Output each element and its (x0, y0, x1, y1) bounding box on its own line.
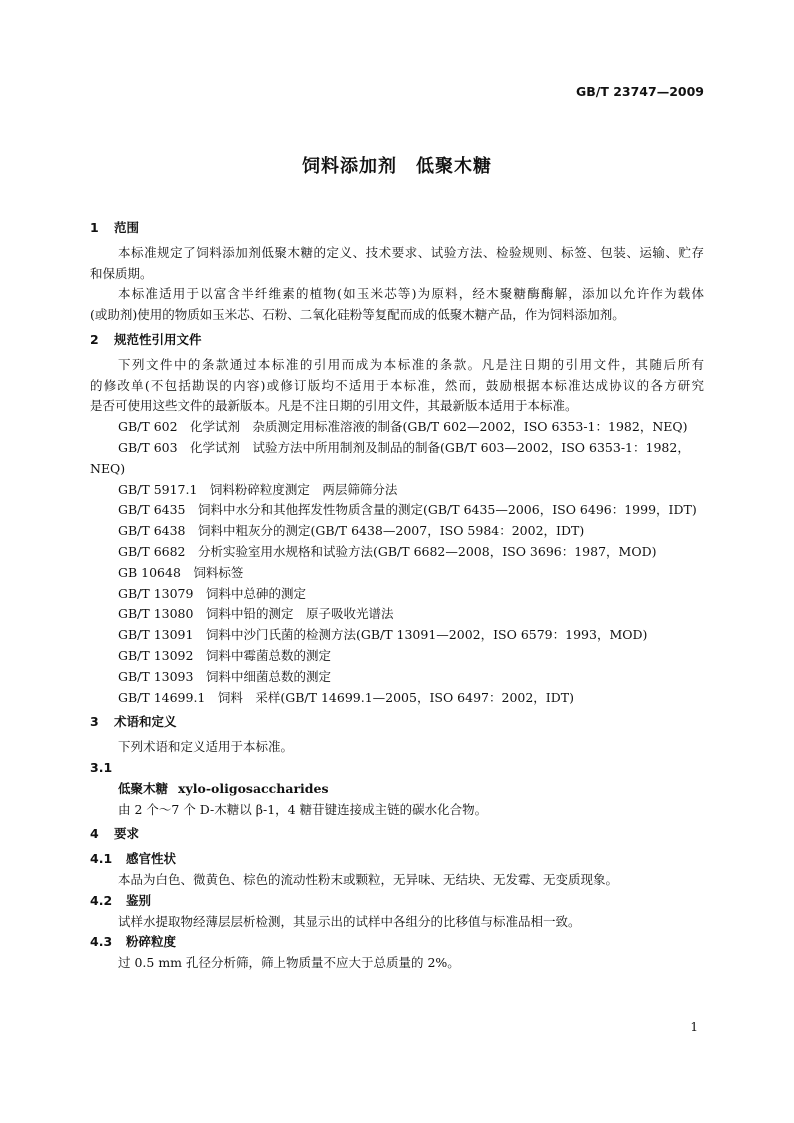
section-title: 要求 (114, 826, 140, 842)
subsection-title: 感官性状 (126, 851, 177, 867)
subsection-title: 粉碎粒度 (126, 934, 177, 950)
reference-item: GB/T 14699.1 饲料 采样(GB/T 14699.1—2005，ISO 6497：2002，IDT) (118, 689, 574, 705)
paragraph-line: 本标准规定了饲料添加剂低聚木糖的定义、技术要求、试验方法、检验规则、标签、包装、运输、贮存 (118, 244, 704, 260)
paragraph-line: 过 0.5 mm 孔径分析筛，筛上物质量不应大于总质量的 2%。 (118, 955, 460, 971)
document-title: 饲料添加剂 低聚木糖 (302, 156, 492, 177)
reference-item: GB/T 6438 饲料中粗灰分的测定(GB/T 6438—2007，ISO 5984：2002，IDT) (118, 523, 585, 539)
paragraph-line: 试样水提取物经薄层层析检测，其显示出的试样中各组分的比移值与标准品相一致。 (118, 913, 581, 929)
subsection-number: 3.1 (90, 759, 113, 775)
reference-item: GB 10648 饲料标签 (118, 564, 244, 580)
paragraph-line: 本品为白色、微黄色、棕色的流动性粉末或颗粒，无异味、无结块、无发霉、无变质现象。 (118, 871, 619, 887)
section-1-heading (90, 218, 704, 239)
subsection-number: 4.3 (90, 934, 113, 950)
reference-item: GB/T 13091 饲料中沙门氏菌的检测方法(GB/T 13091—2002，ISO 6579：1993，MOD) (118, 627, 648, 643)
subsection-heading (90, 932, 704, 953)
section-4-heading (90, 824, 704, 845)
subsection-title: 鉴别 (126, 892, 152, 908)
term-english: xylo-oligosaccharides (178, 780, 329, 796)
paragraph-line: 和保质期。 (90, 265, 153, 281)
section-number: 1 (90, 220, 99, 235)
section-number: 4 (90, 826, 99, 842)
reference-item: GB/T 6435 饲料中水分和其他挥发性物质含量的测定(GB/T 6435—2006，ISO 6496：1999，IDT) (118, 502, 697, 518)
reference-item: GB/T 13079 饲料中总砷的测定 (118, 585, 306, 601)
reference-item: GB/T 603 化学试剂 试验方法中所用制剂及制品的制备(GB/T 603—2002，ISO 6353-1：1982， (118, 439, 690, 455)
paragraph-line: 本标准适用于以富含半纤维素的植物(如玉米芯等)为原料，经木聚糖酶酶解，添加以允许作为载体 (118, 286, 704, 302)
section-title: 规范性引用文件 (114, 331, 202, 347)
term-definition: 由 2 个～7 个 D-木糖以 β-1，4 糖苷键连接成主链的碳水化合物。 (118, 801, 488, 817)
paragraph-line: 是否可使用这些文件的最新版本。凡是不注日期的引用文件，其最新版本适用于本标准。 (90, 398, 578, 414)
term-chinese: 低聚木糖 (118, 780, 169, 796)
standard-number: GB/T 23747—2009 (575, 84, 704, 99)
section-number: 2 (90, 331, 99, 347)
paragraph-line: 下列文件中的条款通过本标准的引用而成为本标准的条款。凡是注日期的引用文件，其随后所有 (118, 356, 704, 372)
reference-item: GB/T 602 化学试剂 杂质测定用标准溶液的制备(GB/T 602—2002，ISO 6353-1：1982，NEQ) (118, 419, 688, 435)
section-3-heading (90, 712, 704, 733)
section-number: 3 (90, 714, 99, 730)
paragraph-line: (或助剂)使用的物质如玉米芯、石粉、二氧化硅粉等复配而成的低聚木糖产品，作为饲料添加剂。 (90, 307, 625, 323)
subsection-heading (90, 849, 704, 870)
reference-item: GB/T 6682 分析实验室用水规格和试验方法(GB/T 6682—2008，ISO 3696：1987，MOD) (118, 543, 657, 559)
document-body (90, 218, 704, 974)
section-title: 术语和定义 (114, 714, 177, 730)
reference-item: GB/T 13093 饲料中细菌总数的测定 (118, 668, 331, 684)
subsection-number: 4.1 (90, 851, 113, 867)
reference-item: GB/T 13092 饲料中霉菌总数的测定 (118, 647, 331, 663)
subsection-number: 4.2 (90, 892, 113, 908)
paragraph-line: 的修改单(不包括勘误的内容)或修订版均不适用于本标准，然而，鼓励根据本标准达成协议的各方研究 (90, 377, 704, 393)
reference-item: GB/T 13080 饲料中铅的测定 原子吸收光谱法 (118, 606, 394, 622)
section-2-heading (90, 330, 704, 351)
reference-item: GB/T 5917.1 饲料粉碎粒度测定 两层筛筛分法 (118, 481, 398, 497)
term-entry (90, 779, 704, 800)
reference-item-continuation: NEQ) (90, 460, 126, 476)
subsection-heading (90, 891, 704, 912)
section-title: 范围 (114, 220, 140, 235)
page-number: 1 (690, 1020, 698, 1034)
paragraph-line: 下列术语和定义适用于本标准。 (118, 739, 294, 755)
